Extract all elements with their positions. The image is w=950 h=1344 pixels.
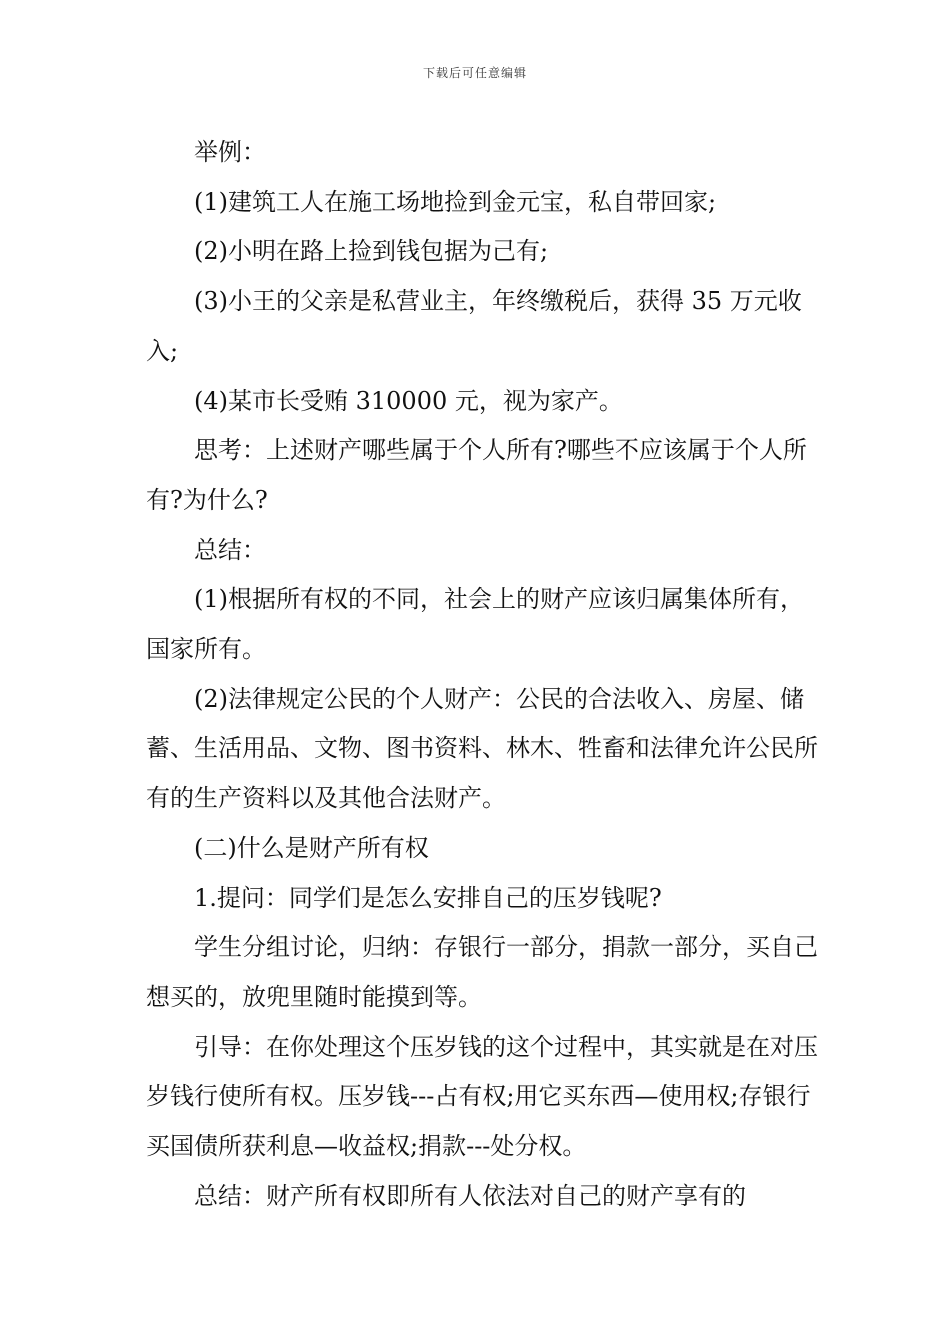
paragraph-example-1 xyxy=(146,178,826,228)
paragraph-line: 1.提问：同学们是怎么安排自己的压岁钱呢? xyxy=(194,883,662,912)
paragraph-example-3 xyxy=(146,277,826,376)
paragraph-line: 举例： xyxy=(194,138,266,166)
paragraph-line: 许公民所有的生产资料以及其他合法财产。 xyxy=(146,734,818,813)
paragraph-line: 学生分组讨论，归纳：存银行一部分，捐款一部分， xyxy=(194,933,746,962)
paragraph-line: 总结： xyxy=(194,535,266,564)
paragraph-line: 思考：上述财产哪些属于个人所有?哪些不应该属于个 xyxy=(194,436,759,465)
paragraph-line: 收入; xyxy=(146,287,802,365)
paragraph-line: 总结：财产所有权即所有人依法对自己的财产享有的 xyxy=(194,1181,746,1210)
paragraph-summary-heading xyxy=(146,526,826,576)
document-body xyxy=(146,128,826,1221)
paragraph-line: 使用权;存银行买国债所获利息—收益权;捐款---处分权。 xyxy=(146,1082,811,1161)
page-header: 下载后可任意编辑 xyxy=(422,66,527,80)
paragraph-example-4 xyxy=(146,377,826,427)
paragraph-think xyxy=(146,426,826,525)
paragraph-example-heading xyxy=(146,128,826,178)
paragraph-line: 在对压岁钱行使所有权。压岁钱---占有权;用它买东西— xyxy=(146,1032,818,1111)
paragraph-discussion xyxy=(146,923,826,1022)
paragraph-line: (1)建筑工人在施工场地捡到金元宝，私自带回家; xyxy=(194,187,717,216)
paragraph-line: (3)小王的父亲是私营业主，年终缴税后，获得 35 万元 xyxy=(194,287,778,316)
paragraph-line: 人所有?为什么? xyxy=(146,436,807,514)
paragraph-example-2 xyxy=(146,227,826,277)
paragraph-conclusion xyxy=(146,1172,826,1222)
paragraph-summary-1 xyxy=(146,575,826,674)
paragraph-guide xyxy=(146,1023,826,1172)
paragraph-line: (2)小明在路上捡到钱包据为己有; xyxy=(194,237,549,266)
paragraph-line: 有，国家所有。 xyxy=(146,585,804,664)
paragraph-line: (2)法律规定公民的个人财产：公民的合法收入、房屋、 xyxy=(194,684,780,713)
paragraph-line: (4)某市长受贿 310000 元，视为家产。 xyxy=(194,386,623,415)
paragraph-line: (1)根据所有权的不同，社会上的财产应该归属集体所 xyxy=(194,585,756,614)
paragraph-summary-2 xyxy=(146,675,826,824)
paragraph-line: (二)什么是财产所有权 xyxy=(194,833,429,862)
paragraph-line: 买自己想买的，放兜里随时能摸到等。 xyxy=(146,933,818,1011)
paragraph-line: 储蓄、生活用品、文物、图书资料、林木、牲畜和法律允 xyxy=(146,684,804,763)
paragraph-section-heading xyxy=(146,824,826,874)
paragraph-line: 引导：在你处理这个压岁钱的这个过程中，其实就是 xyxy=(194,1032,746,1061)
paragraph-question xyxy=(146,874,826,924)
